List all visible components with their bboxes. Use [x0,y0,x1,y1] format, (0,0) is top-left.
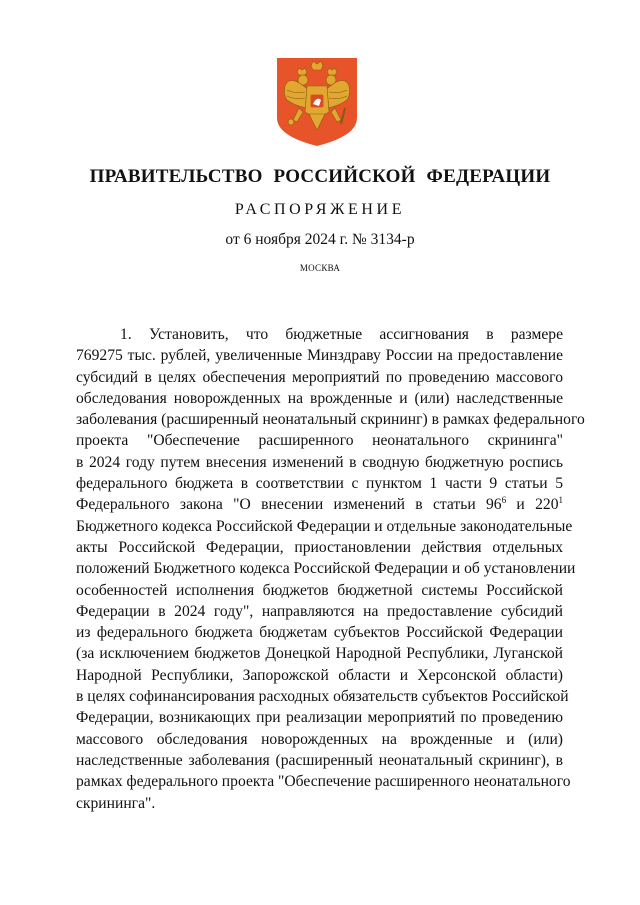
paragraph-line: Бюджетного кодекса Российской Федерации и отдельные законодательные [76,517,573,535]
document-date-number: от 6 ноября 2024 г. № 3134-р [225,231,415,248]
paragraph-line: субсидий в целях обеспечения мероприятий по проведению массового [76,368,563,386]
paragraph-line: 1. Установить, что бюджетные ассигнования в размере [120,326,563,343]
paragraph-line: Народной Республики, Запорожской области и Херсонской области) [76,666,563,684]
paragraph-line: (за исключением бюджетов Донецкой Народной Республики, Луганской [76,645,563,663]
paragraph-line: проекта "Обеспечение расширенного неонатального скрининга" [76,432,563,450]
document-type: РАСПОРЯЖЕНИЕ [234,201,406,218]
paragraph-line: заболевания (расширенный неонатальный скрининг) в рамках федерального [76,411,585,429]
paragraph-line: рамках федерального проекта "Обеспечение расширенного неонатального [76,773,571,791]
paragraph-line: федерального бюджета в соответствии с пунктом 1 части 9 статьи 5 [76,475,563,493]
paragraph-line: массового обследования новорожденных на врожденные и (или) [76,730,563,748]
paragraph-line: наследственные заболевания (расширенный неонатальный скрининг), в [76,751,563,769]
paragraph-line: в 2024 году путем внесения изменений в сводную бюджетную роспись [76,453,563,471]
law-reference-text: и 220 [506,496,559,514]
decree-paragraph-1 [76,324,585,814]
paragraph-line: скрининга". [76,794,156,812]
paragraph-line: в целях софинансирования расходных обязательств субъектов Российской [76,688,569,706]
paragraph-line: обследования новорожденных на врожденные и (или) наследственные [76,389,563,407]
paragraph-line: Федерации в 2024 году", направляются на предоставление субсидий [76,602,563,620]
paragraph-line: положений Бюджетного кодекса Российской Федерации и об установлении [76,560,576,578]
paragraph-line: особенностей исполнения бюджетов бюджетной системы Российской [76,581,563,599]
paragraph-line-with-superscripts [76,494,563,515]
government-title: ПРАВИТЕЛЬСТВО РОССИЙСКОЙ ФЕДЕРАЦИИ [89,166,551,187]
paragraph-line: акты Российской Федерации, приостановлении действия отдельных [76,538,563,556]
law-reference-text: Федерального закона "О внесении изменений в статьи 96 [76,496,502,514]
paragraph-line: 769275 тыс. рублей, увеличенные Минздраву России на предоставление [76,347,563,365]
paragraph-line: из федерального бюджета бюджетам субъектов Российской Федерации [76,624,563,642]
article-superscript: 6 [501,495,507,506]
document-city: МОСКВА [299,263,341,273]
article-superscript: 1 [558,495,563,506]
paragraph-line: Федерации, возникающих при реализации мероприятий по проведению [76,709,563,727]
russian-coat-of-arms-icon [275,56,359,148]
